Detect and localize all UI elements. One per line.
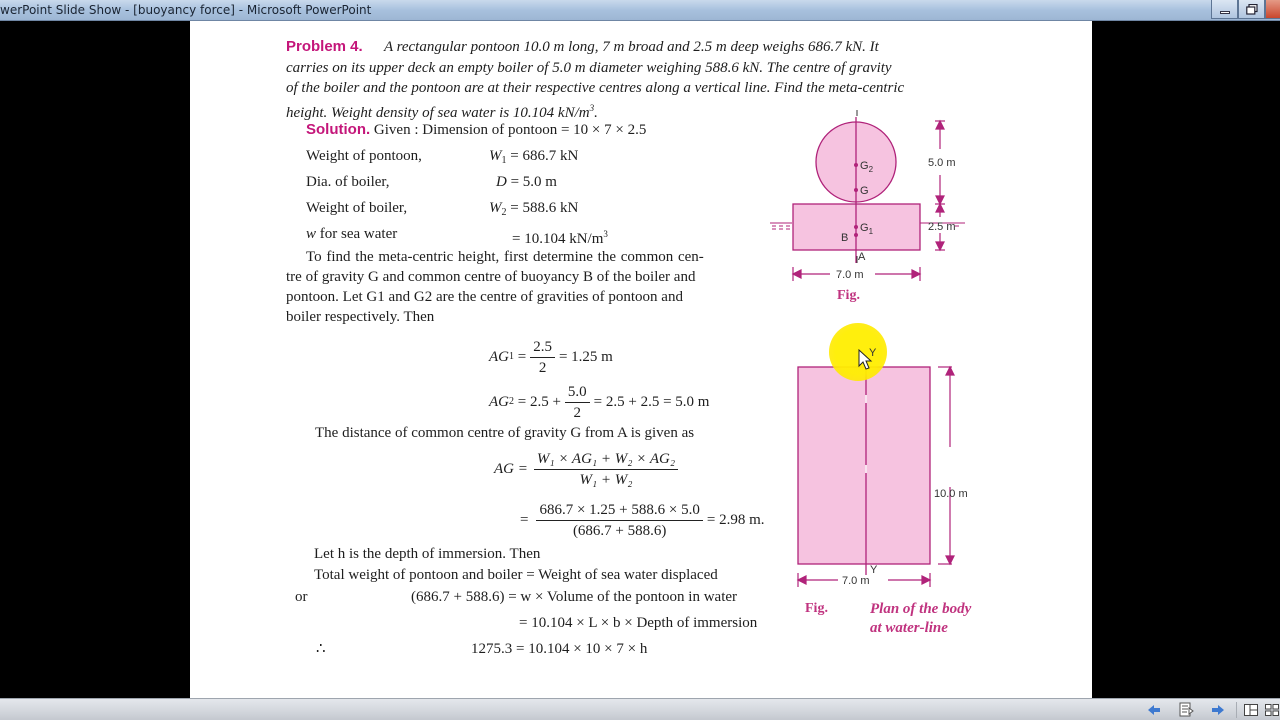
figure2-caption: Fig. bbox=[805, 601, 828, 616]
dim-label-7m: 7.0 m bbox=[842, 575, 870, 587]
eq-lhs: AG bbox=[489, 394, 509, 410]
next-slide-button[interactable] bbox=[1210, 702, 1226, 718]
subscript: 1 bbox=[501, 155, 507, 166]
figure1-caption: Fig. bbox=[837, 288, 860, 303]
fraction bbox=[565, 382, 590, 423]
therefore-symbol: ∴ bbox=[316, 641, 326, 657]
given-row-value bbox=[496, 173, 557, 191]
next-slide-icon bbox=[1212, 705, 1224, 715]
equation-ag2 bbox=[489, 380, 709, 424]
dim-label-2-5m: 2.5 m bbox=[928, 221, 956, 233]
axis-label-bottom: Y bbox=[870, 564, 878, 576]
slide-content bbox=[190, 21, 1092, 698]
period: . bbox=[594, 105, 598, 121]
restore-icon bbox=[1246, 4, 1258, 15]
value: = 5.0 m bbox=[510, 174, 557, 190]
problem-text: A rectangular pontoon 10.0 m long, 7 m broad and 2.5 m deep weighs 686.7 kN. It bbox=[383, 39, 879, 55]
solution-label: Solution. bbox=[306, 121, 371, 138]
eq-rhs: = 1.25 m bbox=[558, 349, 613, 365]
given-row-label bbox=[306, 225, 397, 243]
numerator: 2.5 bbox=[530, 337, 555, 358]
given-row-label: Dia. of boiler, bbox=[306, 174, 390, 190]
water-surface-left bbox=[770, 223, 792, 229]
title-bar bbox=[0, 0, 1280, 21]
final-equation: 1275.3 = 10.104 × 10 × 7 × h bbox=[471, 641, 648, 657]
window-title: werPoint Slide Show - [buoyancy force] - Microsoft PowerPoint bbox=[0, 3, 372, 17]
problem-line-3: of the boiler and the pontoon are at their respective centres along a vertical line. Find the meta-centric bbox=[286, 80, 905, 96]
symbol: W bbox=[489, 200, 502, 216]
given-row-label: Weight of boiler, bbox=[306, 200, 408, 216]
problem-line-1 bbox=[286, 38, 879, 56]
depth-text: Let h is the depth of immersion. Then bbox=[314, 546, 541, 562]
previous-slide-button[interactable] bbox=[1146, 702, 1162, 718]
eq-rhs: = 2.5 + 2.5 = 5.0 m bbox=[593, 394, 710, 410]
given-row-value bbox=[489, 147, 578, 170]
or-label: or bbox=[295, 589, 308, 605]
slideshow-status-bar bbox=[0, 698, 1280, 720]
or-equation: (686.7 + 588.6) = w × Volume of the pontoon in water bbox=[411, 589, 738, 605]
separator bbox=[1236, 702, 1237, 718]
subscript: 2 bbox=[509, 396, 514, 407]
svg-text:G1: $G_1$ bbox=[860, 222, 874, 236]
eq-lhs: AG = bbox=[494, 461, 528, 477]
svg-text:G2: $G_2$ bbox=[860, 160, 874, 174]
slide-sorter-button[interactable] bbox=[1264, 702, 1280, 718]
svg-text:G: G bbox=[860, 185, 869, 197]
plan-rectangle bbox=[798, 367, 930, 564]
value: = 686.7 kN bbox=[510, 148, 579, 164]
problem-line-2: carries on its upper deck an empty boiler of 5.0 m diameter weighing 588.6 kN. The centre of gravity bbox=[286, 60, 892, 76]
axis-label-top: Y bbox=[869, 347, 877, 359]
value: = 10.104 kN/m bbox=[512, 231, 604, 247]
dim-label-10m: 10.0 m bbox=[934, 488, 968, 500]
equation-ag bbox=[494, 446, 682, 492]
restore-button[interactable] bbox=[1238, 0, 1265, 19]
slide-sorter-icon bbox=[1265, 704, 1279, 716]
solution-heading bbox=[306, 121, 646, 139]
denominator: 2 bbox=[538, 359, 547, 376]
slide-menu-icon bbox=[1178, 702, 1194, 718]
fraction bbox=[530, 337, 555, 378]
problem-text: height. Weight density of sea water is 10.104 kN/m bbox=[286, 105, 590, 121]
denominator: (686.7 + 588.6) bbox=[572, 522, 667, 539]
distance-text: The distance of common centre of gravity G from A is given as bbox=[315, 425, 695, 441]
equation-line-2: = 10.104 × L × b × Depth of immersion bbox=[519, 615, 758, 631]
symbol: W bbox=[489, 148, 502, 164]
minimize-button[interactable] bbox=[1211, 0, 1238, 19]
given-row-value bbox=[489, 199, 578, 222]
pontoon-elevation-diagram bbox=[760, 105, 1000, 305]
label: for sea water bbox=[316, 226, 398, 242]
window-controls bbox=[1211, 0, 1280, 20]
given-row-value bbox=[512, 225, 608, 248]
paragraph-line: tre of gravity G and common centre of buoyancy B of the boiler and bbox=[286, 269, 696, 285]
superscript: 3 bbox=[603, 229, 608, 239]
eq-pre: = 2.5 + bbox=[517, 394, 561, 410]
normal-view-button[interactable] bbox=[1243, 702, 1259, 718]
given-text: Given : Dimension of pontoon = 10 × 7 × 2.5 bbox=[373, 122, 647, 138]
symbol: D bbox=[496, 174, 507, 190]
numerator: W₁ × AG₁ + W₂ × AG₂ bbox=[534, 449, 678, 470]
paragraph-line: boiler respectively. Then bbox=[286, 309, 435, 325]
previous-slide-icon bbox=[1148, 705, 1160, 715]
problem-label: Problem 4. bbox=[286, 38, 363, 55]
denominator: 2 bbox=[573, 404, 582, 421]
denominator: W₁ + W₂ bbox=[579, 471, 633, 488]
close-button[interactable] bbox=[1265, 0, 1280, 19]
eq-result: = 2.98 m. bbox=[706, 512, 765, 528]
minimize-icon bbox=[1220, 11, 1230, 14]
value: = 588.6 kN bbox=[510, 200, 579, 216]
equation-ag1: AG 1 = $\frac{2.5}{2}$ = 1.25 m bbox=[489, 338, 613, 376]
subscript: 1 bbox=[509, 351, 514, 362]
paragraph-line: pontoon. Let G1 and G2 are the centre of gravities of pontoon and bbox=[286, 289, 683, 305]
svg-text:B: B bbox=[841, 232, 849, 244]
fraction bbox=[534, 449, 678, 490]
svg-text:A: A bbox=[858, 251, 866, 263]
numerator: 686.7 × 1.25 + 588.6 × 5.0 bbox=[536, 500, 702, 521]
dim-label-5m: 5.0 m bbox=[928, 157, 956, 169]
given-row-label: Weight of pontoon, bbox=[306, 148, 422, 164]
superscript: 3 bbox=[589, 103, 595, 113]
subscript: 2 bbox=[501, 207, 507, 218]
symbol: w bbox=[306, 226, 317, 242]
problem-line-4 bbox=[286, 99, 598, 122]
dim-label-7m: 7.0 m bbox=[836, 269, 864, 281]
eq-lhs: AG bbox=[489, 349, 509, 365]
figure2-description-line2: at water-line bbox=[870, 620, 948, 636]
fraction bbox=[536, 500, 702, 541]
normal-view-icon bbox=[1244, 704, 1258, 716]
slide-menu-button[interactable] bbox=[1178, 702, 1194, 718]
equation-ag-values: = $\frac{686.7 \times 1.25 + 588.6 \times 5.0}{(686.7 + 588.6)}$ = 2.98 m. bbox=[520, 501, 765, 539]
paragraph-line: To find the meta-centric height, first determine the common cen- bbox=[306, 249, 704, 265]
total-text: Total weight of pontoon and boiler = Weight of sea water displaced bbox=[314, 567, 718, 583]
dimension-10m bbox=[938, 367, 954, 564]
waterline-plan-diagram bbox=[786, 347, 986, 597]
figure2-description-line1: Plan of the body bbox=[870, 601, 972, 617]
numerator: 5.0 bbox=[565, 382, 590, 403]
